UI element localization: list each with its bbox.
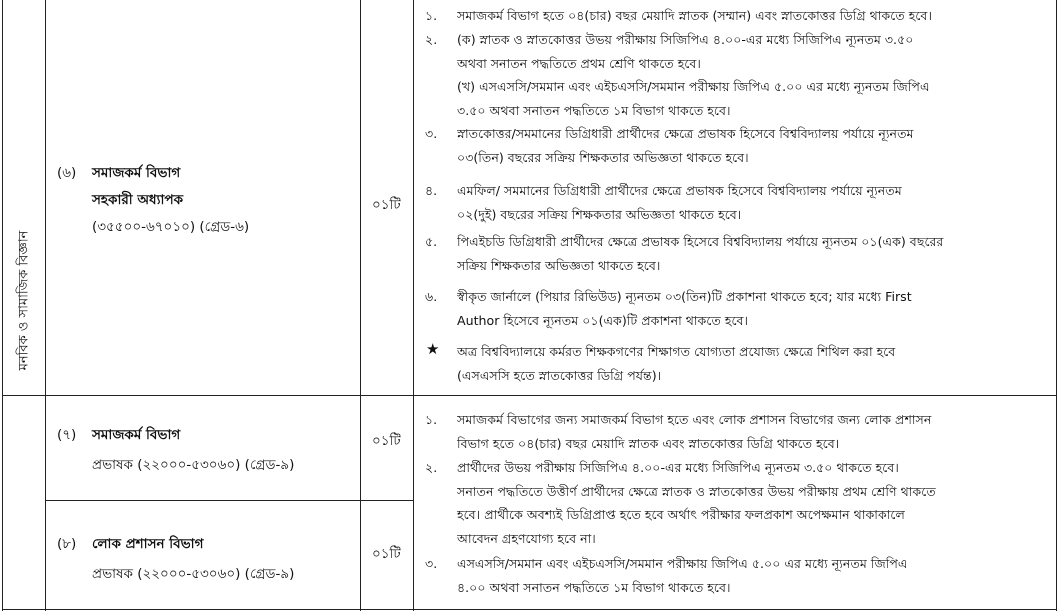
post-count: ০১টি: [372, 197, 401, 213]
requirement-item: ৫. পিএইচডি ডিগ্রিধারী প্রার্থীদের ক্ষেত্রে প্রভাষক হিসেবে বিশ্ববিদ্যালয় পর্যায়ে ন্যূনতম ০১(এক) বছরের সক্রিয় শিক্ষকতার অভিজ্ঞতা থাকতে হবে।: [425, 234, 944, 273]
count-column-border: [413, 0, 414, 611]
department-name: সমাজকর্ম বিভাগ: [92, 427, 181, 443]
requirement-item: ৬. স্বীকৃত জার্নালে (পিয়ার রিভিউড) ন্যূনতম ০৩(তিন)টি প্রকাশনা থাকতে হবে; যার মধ্যে First Author হিসেবে ন্যূনতম ০১(এক)টি প্রকাশনা থাকতে হবে।: [425, 289, 912, 328]
requirement-item: ২. (ক) স্নাতক ও স্নাতকোত্তর উভয় পরীক্ষায় সিজিপিএ ৪.০০-এর মধ্যে সিজিপিএ ন্যূনতম ৩.৫০ অথবা সনাতন পদ্ধতিতে প্রথম শ্রেণি থাকতে হবে। (খ) এসএসসি/সমমান এবং এইচএসসি/সমমান পরীক্ষায় জিপিএ ৫.০০ এর মধ্যে ন্যূনতম জিপিএ ৩.৫০ অথবা সনাতন পদ্ধতিতে ১ম বিভাগ থাকতে হবে।: [425, 32, 930, 118]
table-right-border: [1056, 0, 1057, 611]
post-serial: (৭): [57, 427, 77, 443]
requirement-item: ৪. এমফিল/ সমমানের ডিগ্রিধারী প্রার্থীদের ক্ষেত্রে প্রভাষক হিসেবে বিশ্ববিদ্যালয় পর্যায়ে ন্যূনতম ০২(দুই) বছরের সক্রিয় শিক্ষকতার অভিজ্ঞতা থাকতে হবে।: [425, 183, 902, 222]
designation-pay-scale: প্রভাষক (২২০০০-৫৩০৬০) (গ্রেড-৯): [92, 566, 295, 582]
row-divider-sub: [45, 500, 414, 501]
requirement-item: ৩. এসএসসি/সমমান এবং এইচএসসি/সমমান পরীক্ষায় জিপিএ ৫.০০ এর মধ্যে ন্যূনতম জিপিএ ৪.০০ অথবা সনাতন পদ্ধতিতে ১ম বিভাগ থাকতে হবে।: [425, 556, 908, 595]
post-serial: (৬): [57, 165, 77, 181]
requirement-item: ১. সমাজকর্ম বিভাগ হতে ০৪(চার) বছর মেয়াদি স্নাতক (সম্মান) এবং স্নাতকোত্তর ডিগ্রি থাকতে হবে।: [425, 8, 932, 23]
star-icon: ★: [426, 340, 440, 358]
table-bottom-border: [2, 609, 1057, 610]
designation: সহকারী অধ্যাপক: [92, 192, 184, 208]
post-count: ০১টি: [372, 546, 401, 562]
row-divider-main: [2, 395, 1057, 396]
requirement-item: ৩. স্নাতকোত্তর/সমমানের ডিগ্রিধারী প্রার্থীদের ক্ষেত্রে প্রভাষক হিসেবে বিশ্ববিদ্যালয় পর্যায়ে ন্যূনতম ০৩(তিন) বছরের সক্রিয় শিক্ষকতার অভিজ্ঞতা থাকতে হবে।: [425, 126, 914, 165]
department-name: সমাজকর্ম বিভাগ: [92, 165, 181, 181]
post-count: ০১টি: [372, 433, 401, 449]
requirement-item: ২. প্রার্থীদের উভয় পরীক্ষায় সিজিপিএ ৪.০০-এর মধ্যে সিজিপিএ ন্যূনতম ৩.৫০ থাকতে হবে। সনাতন পদ্ধতিতে উত্তীর্ণ প্রার্থীদের ক্ষেত্রে স্নাতক ও স্নাতকোত্তর উভয় পরীক্ষায় প্রথম শ্রেণি থাকতে হবে। প্রার্থীকে অবশ্যই ডিগ্রিপ্রাপ্ত হতে হবে অর্থাৎ পরীক্ষার ফলপ্রকাশ অপেক্ষমান থাকাকালে আবেদন গ্রহণযোগ্য হবে না।: [425, 460, 936, 546]
post-column-border: [360, 0, 361, 611]
post-serial: (৮): [57, 536, 77, 552]
requirement-item: ১. সমাজকর্ম বিভাগের জন্য সমাজকর্ম বিভাগ হতে এবং লোক প্রশাসন বিভাগের জন্য লোক প্রশাসন বিভাগ হতে ০৪(চার) বছর মেয়াদি স্নাতক এবং স্নাতকোত্তর ডিগ্রি থাকতে হবে।: [425, 412, 932, 451]
faculty-label: মনবিক ও সামাজিক বিজ্ঞান: [16, 230, 32, 370]
department-name: লোক প্রশাসন বিভাগ: [92, 536, 204, 552]
pay-scale: (৩৫৫০০-৬৭০১০) (গ্রেড-৬): [92, 219, 250, 235]
designation-pay-scale: প্রভাষক (২২০০০-৫৩০৬০) (গ্রেড-৯): [92, 457, 295, 473]
relaxation-note: অত্র বিশ্ববিদ্যালয়ে কর্মরত শিক্ষকগণের শিক্ষাগত যোগ্যতা প্রযোজ্য ক্ষেত্রে শিথিল করা হবে (এসএসসি হতে স্নাতকোত্তর ডিগ্রি পর্যন্ত)।: [457, 344, 896, 383]
